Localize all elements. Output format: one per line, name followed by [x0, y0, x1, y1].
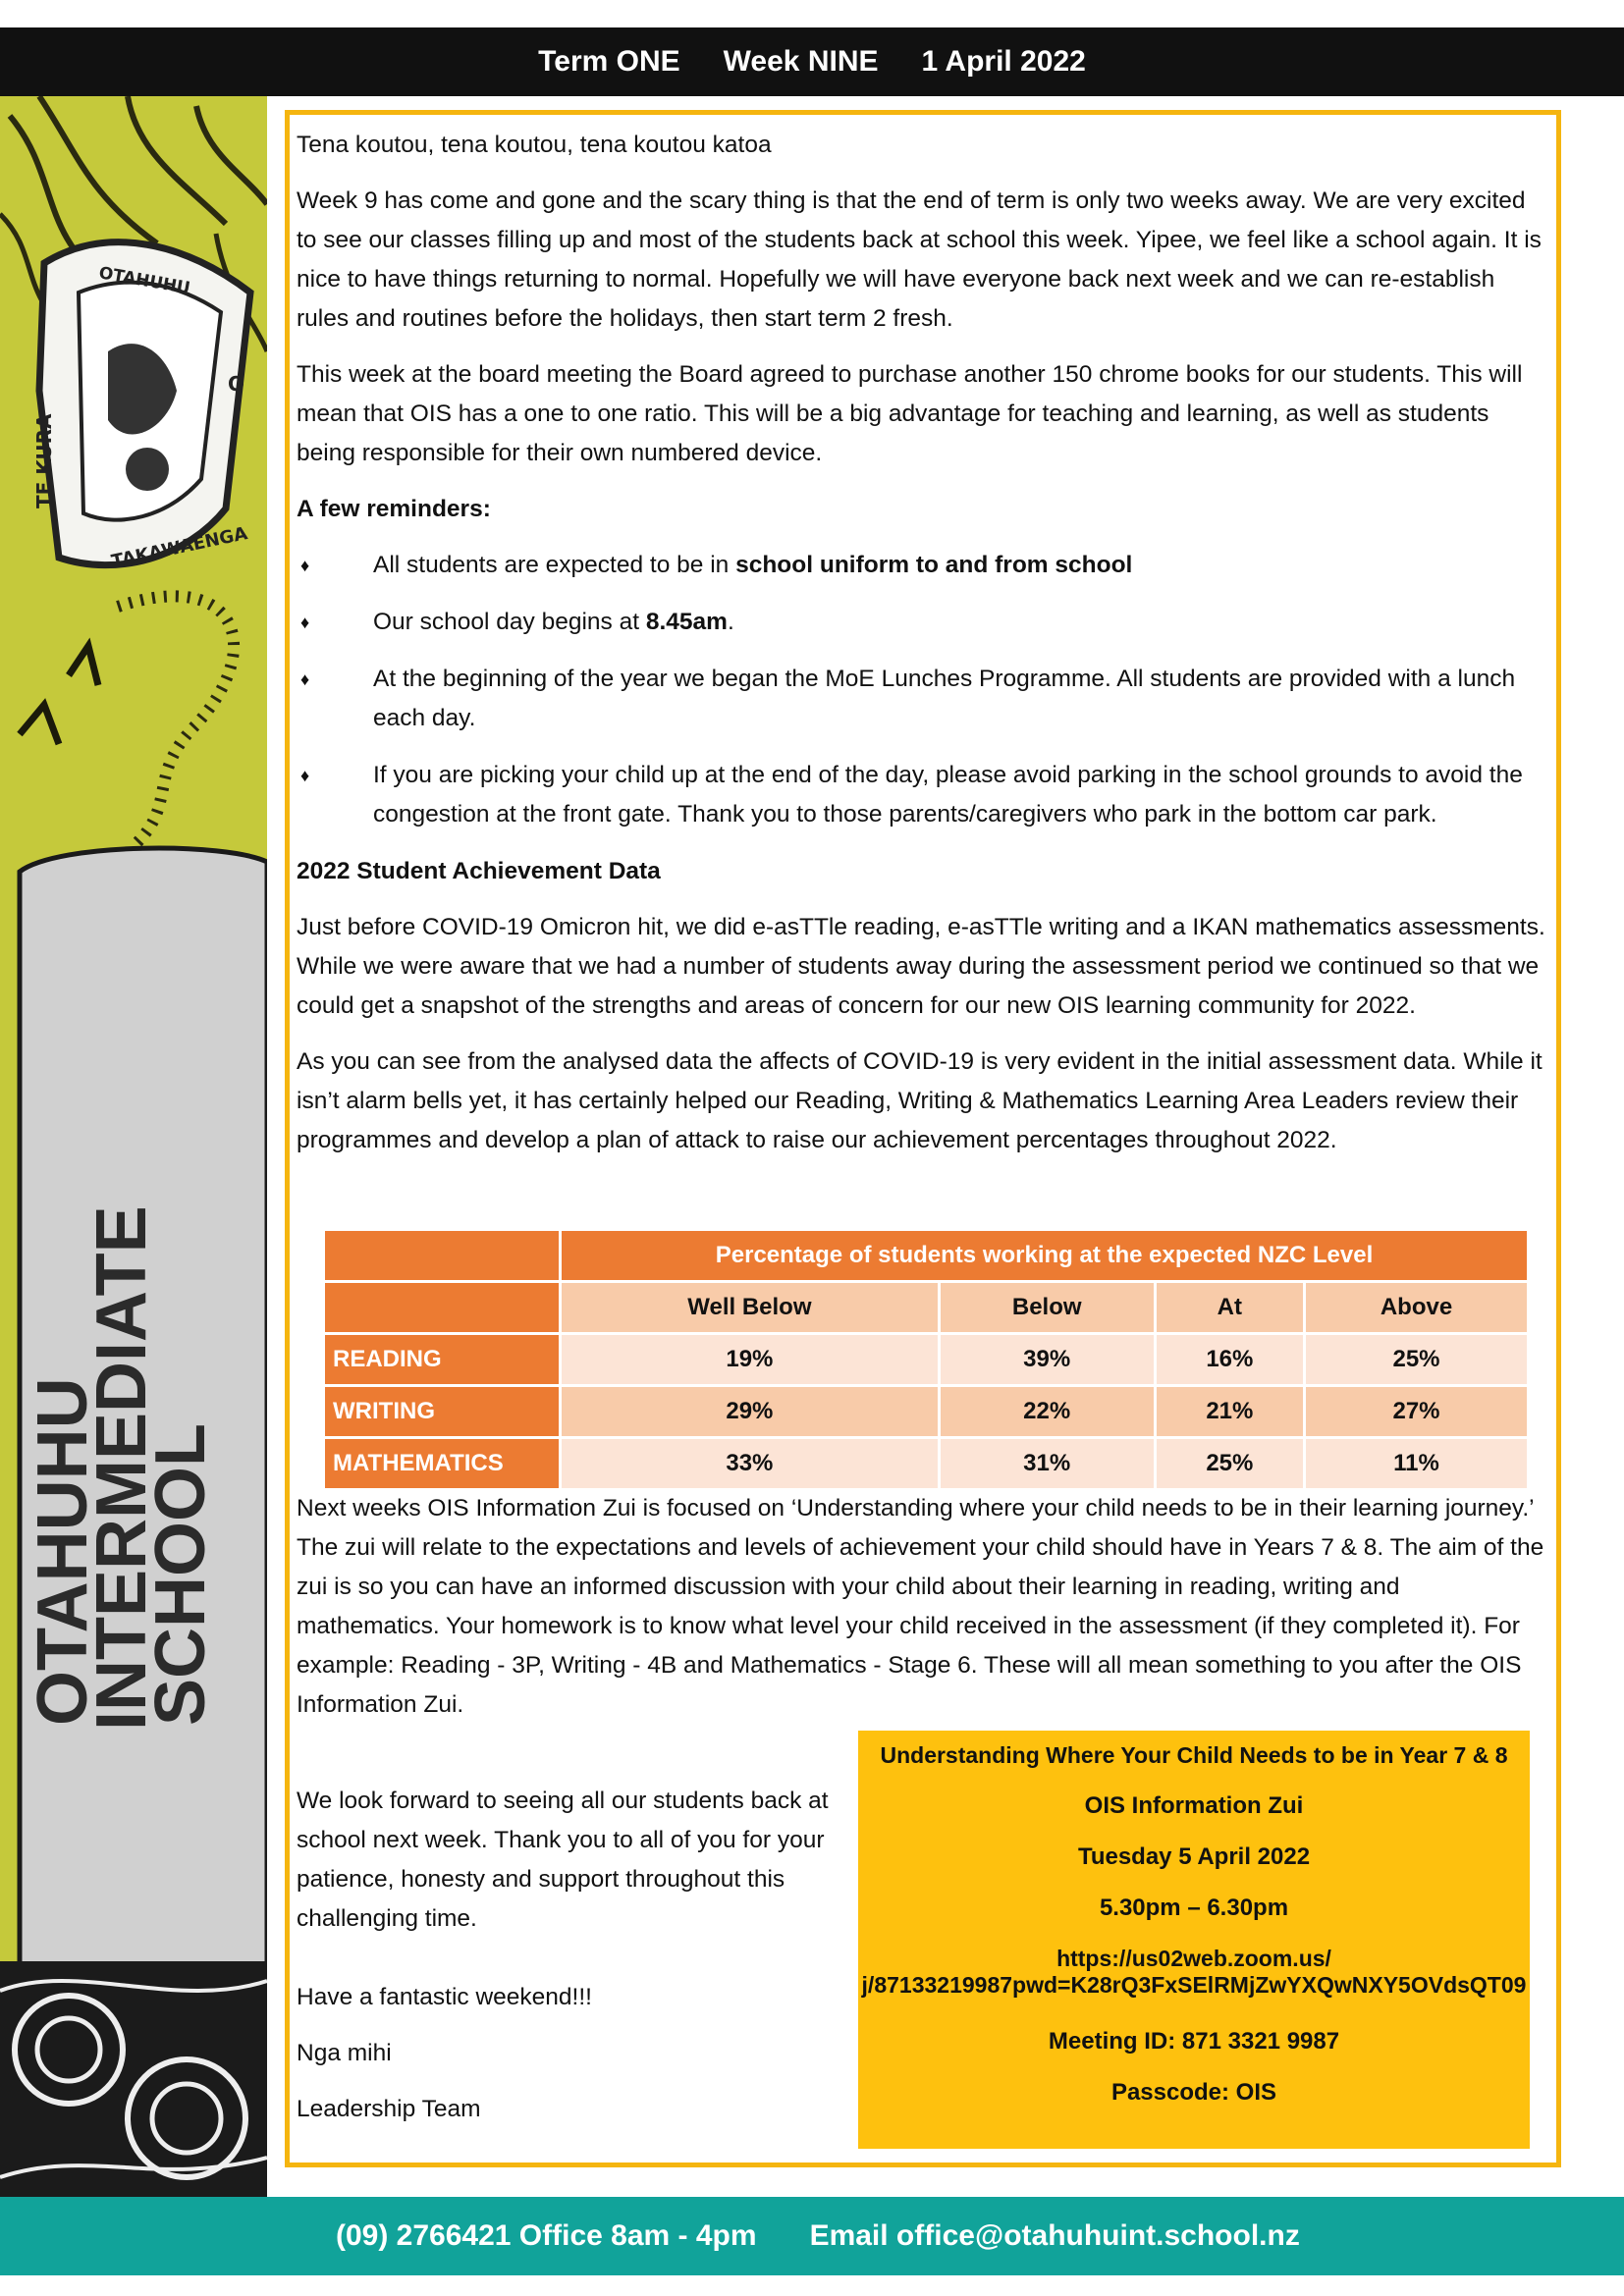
- diamond-bullet-icon: ♦: [300, 613, 310, 632]
- emphasis: 8.45am: [645, 609, 728, 635]
- table-cell: 33%: [562, 1439, 938, 1488]
- list-item: ♦ If you are picking your child up at the end of the day, please avoid parking in the school grounds to avoid the congestion at the front gate. Thank you to those parents/caregivers who park in the bottom car park.: [297, 756, 1549, 834]
- column-header: Above: [1306, 1283, 1527, 1332]
- paragraph: Just before COVID-19 Omicron hit, we did e-asTTle reading, e-asTTle writing and a IKAN mathematics assessments. While we were aware that we had a number of students away during the assessment period we continued so that we could get a snapshot of the strengths and areas of concern for our new OIS learning community for 2022.: [297, 914, 1545, 1019]
- paragraph: Next weeks OIS Information Zui is focused on ‘Understanding where your child needs to be in their learning journey.’ The zui will relate to the expectations and levels of achievement your child should have in Years 7 & 8. The aim of the zui is so you can have an informed discussion with your child about their learning in reading, writing and mathematics. Your homework is to know what level your child received in the assessment (if they completed it). For example: Reading - 3P, Writing - 4B and Mathematics - Stage 6. These will all mean something to you after the OIS Information Zui.: [297, 1495, 1544, 1718]
- emphasis: school uniform to and from school: [735, 552, 1133, 578]
- row-label: READING: [325, 1335, 559, 1384]
- achievement-heading: 2022 Student Achievement Data: [297, 858, 661, 884]
- paragraph: This week at the board meeting the Board agreed to purchase another 150 chrome books for our students. This will mean that OIS has a one to one ratio. This will be a big advantage for teaching and learning, as well as students being responsible for their own numbered device.: [297, 361, 1523, 466]
- table-cell: 21%: [1157, 1387, 1303, 1436]
- footer-bar: [0, 2197, 1624, 2275]
- closing-line: Nga mihi: [297, 2040, 392, 2066]
- zoom-link-line[interactable]: j/87133219987pwd=K28rQ3FxSElRMjZwYXQwNXY5OVdsQT09: [861, 1972, 1527, 1998]
- achievement-table: [322, 1228, 1530, 1491]
- table-cell: 19%: [562, 1335, 938, 1384]
- zoom-link-line[interactable]: https://us02web.zoom.us/: [1056, 1946, 1331, 1971]
- diamond-bullet-icon: ♦: [300, 556, 310, 575]
- table-cell: 22%: [941, 1387, 1154, 1436]
- koru-pattern: [0, 1961, 267, 2197]
- table-cell: 29%: [562, 1387, 938, 1436]
- date-label: 1 April 2022: [921, 45, 1086, 78]
- office-email[interactable]: Email office@otahuhuint.school.nz: [809, 2219, 1300, 2252]
- table-header-row: [325, 1283, 1527, 1332]
- office-phone: (09) 2766421 Office 8am - 4pm: [336, 2219, 757, 2252]
- table-cell: 31%: [941, 1439, 1154, 1488]
- paragraph: As you can see from the analysed data the affects of COVID-19 is very evident in the initial assessment data. While it isn’t alarm bells yet, it has certainly helped our Reading, Writing & Mathematics Learning Area Leaders review their programmes and develop a plan of attack to raise our achievement percentages throughout 2022.: [297, 1048, 1543, 1153]
- table-title: Percentage of students working at the expected NZC Level: [562, 1231, 1527, 1280]
- column-header: At: [1157, 1283, 1303, 1332]
- column-header: Below: [941, 1283, 1154, 1332]
- table-cell: 27%: [1306, 1387, 1527, 1436]
- school-name-line: SCHOOL: [141, 1422, 220, 1726]
- passcode: Passcode: OIS: [1110, 2079, 1277, 2106]
- row-label: MATHEMATICS: [325, 1439, 559, 1488]
- event-time: 5.30pm – 6.30pm: [1099, 1895, 1289, 1921]
- table-corner-cell: [325, 1231, 559, 1280]
- school-name-line: OTAHUHU: [24, 1377, 102, 1726]
- crest-text: TE KURA: [32, 413, 56, 508]
- table-row: [325, 1387, 1527, 1436]
- reminders-heading: A few reminders:: [297, 496, 491, 522]
- signature: Leadership Team: [297, 2096, 481, 2122]
- meeting-id: Meeting ID: 871 3321 9987: [1048, 2028, 1340, 2055]
- list-item: ♦ All students are expected to be in school uniform to and from school: [297, 546, 1549, 585]
- decorative-swirl: [118, 596, 234, 842]
- newsletter-body-lower: [297, 1489, 1549, 1741]
- greeting: Tena koutou, tena koutou, tena koutou katoa: [297, 132, 772, 158]
- table-cell: 25%: [1306, 1335, 1527, 1384]
- info-title: Understanding Where Your Child Needs to be in Year 7 & 8: [880, 1742, 1508, 1768]
- school-crest-icon: [32, 242, 250, 572]
- sidebar-art: [0, 96, 267, 2197]
- header-bar: [0, 27, 1624, 96]
- table-cell: 11%: [1306, 1439, 1527, 1488]
- sidebar: [0, 96, 267, 2197]
- table-cell: 16%: [1157, 1335, 1303, 1384]
- school-name-line: INTERMEDIATE: [82, 1205, 161, 1731]
- table-row: [325, 1335, 1527, 1384]
- row-label: WRITING: [325, 1387, 559, 1436]
- bird-icon: [20, 646, 98, 744]
- event-date: Tuesday 5 April 2022: [1077, 1843, 1311, 1870]
- event-name: OIS Information Zui: [1084, 1792, 1304, 1819]
- newsletter-body: [297, 126, 1549, 1177]
- zoom-link[interactable]: [858, 1946, 1530, 1999]
- table-cell: 25%: [1157, 1439, 1303, 1488]
- column-header: Well Below: [562, 1283, 938, 1332]
- closing-section: [297, 1782, 846, 2146]
- diamond-bullet-icon: ♦: [300, 766, 310, 785]
- table-corner-cell: [325, 1283, 559, 1332]
- zui-info-box: [858, 1731, 1530, 2149]
- table-header-row: [325, 1231, 1527, 1280]
- crest-text: OTAHUHU: [97, 263, 192, 299]
- table-row: [325, 1439, 1527, 1488]
- diamond-bullet-icon: ♦: [300, 669, 310, 689]
- term-label: Term ONE: [538, 45, 680, 78]
- week-label: Week NINE: [723, 45, 879, 78]
- table-cell: 39%: [941, 1335, 1154, 1384]
- crest-text: TAKAWAENGA: [109, 523, 249, 572]
- paragraph: Week 9 has come and gone and the scary thing is that the end of term is only two weeks away. We are very excited to see our classes filling up and most of the students back at school this week. Yipee, we feel like a school again. It is nice to have things returning to normal. Hopefully we will have everyone back next week and we can re-establish rules and routines before the holidays, then start term 2 fresh.: [297, 187, 1542, 332]
- list-item: ♦ At the beginning of the year we began the MoE Lunches Programme. All students are provided with a lunch each day.: [297, 660, 1549, 738]
- crest-text: O: [228, 372, 245, 396]
- closing-line: Have a fantastic weekend!!!: [297, 1984, 592, 2010]
- closing-paragraph: We look forward to seeing all our students back at school next week. Thank you to all of you for your patience, honesty and support throughout this challenging time.: [297, 1788, 829, 1932]
- reminders-list: [297, 546, 1549, 834]
- list-item: ♦ Our school day begins at 8.45am.: [297, 603, 1549, 642]
